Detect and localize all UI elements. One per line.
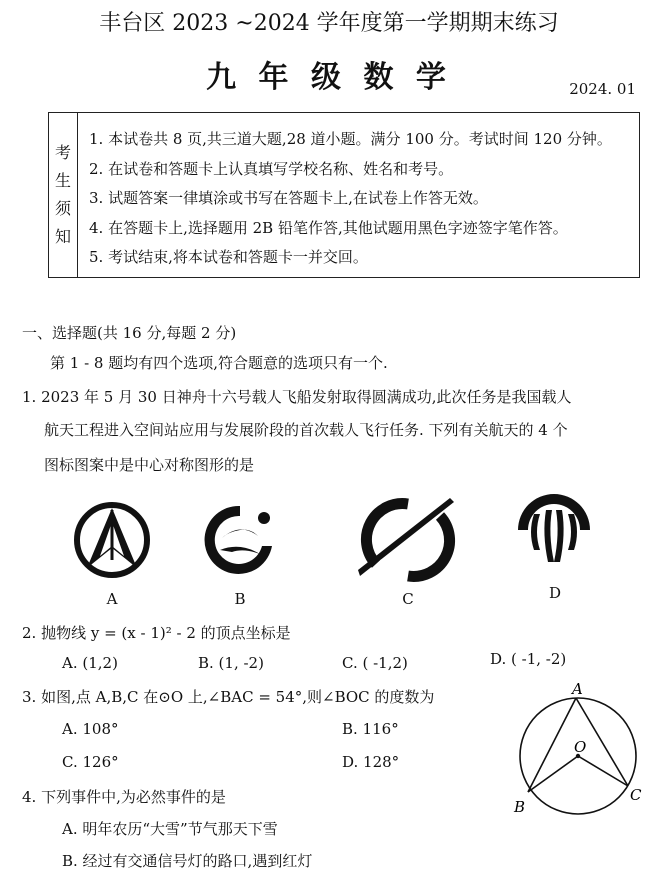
- label-b: B: [514, 798, 526, 816]
- subject-title: 九 年 级 数 学: [206, 60, 452, 95]
- q2-option: C. ( -1,2): [342, 654, 408, 672]
- q3-stem: 3. 如图,点 A,B,C 在⊙O 上,∠BAC = 54°,则∠BOC 的度数为: [22, 688, 435, 706]
- segment-ab: [528, 698, 576, 792]
- q3-option: C. 126°: [62, 753, 119, 771]
- q4-option: A. 明年农历“大雪”节气那天下雪: [62, 820, 278, 838]
- q2-stem: 2. 抛物线 y = (x - 1)² - 2 的顶点坐标是: [22, 624, 291, 642]
- icon-label-b: B: [234, 590, 246, 608]
- section-instruction: 第 1 - 8 题均有四个选项,符合题意的选项只有一个.: [50, 354, 388, 372]
- exam-title: 丰台区 2023 ~2024 学年度第一学期期末练习: [99, 11, 559, 36]
- notice-item: 3. 试题答案一律填涂或书写在答题卡上,在试卷上作答无效。: [89, 189, 488, 207]
- notice-label-char: 知: [54, 227, 71, 246]
- exam-date: 2024. 01: [569, 80, 636, 98]
- section-heading: 一、选择题(共 16 分,每题 2 分): [22, 324, 237, 342]
- q1-line: 1. 2023 年 5 月 30 日神舟十六号载人飞船发射取得圆满成功,此次任务是我国载人: [22, 388, 572, 406]
- q1-line: 航天工程进入空间站应用与发展阶段的首次载人飞行任务. 下列有关航天的 4 个: [44, 421, 568, 439]
- icon-label-d: D: [548, 584, 562, 602]
- label-a: A: [572, 680, 583, 698]
- notice-item: 5. 考试结束,将本试卷和答题卡一并交回。: [89, 248, 368, 266]
- icon-label-c: C: [402, 590, 414, 608]
- q4-option: B. 经过有交通信号灯的路口,遇到红灯: [62, 852, 313, 870]
- notice-label-char: 须: [54, 199, 71, 218]
- notice-label-char: 考: [54, 143, 71, 162]
- q4-stem: 4. 下列事件中,为必然事件的是: [22, 788, 226, 806]
- icon-label-a: A: [106, 590, 118, 608]
- notice-item: 2. 在试卷和答题卡上认真填写学校名称、姓名和考号。: [89, 159, 454, 178]
- q2-option: D. ( -1, -2): [490, 650, 567, 668]
- orbit-slash-icon: [358, 494, 458, 586]
- notice-item: 4. 在答题卡上,选择题用 2B 铅笔作答,其他试题用黑色字迹签字笔作答。: [89, 218, 568, 237]
- swirl-icon: [200, 498, 280, 582]
- notice-list: [89, 125, 612, 273]
- stripes-emblem-icon: [514, 490, 594, 576]
- q2-option: B. (1, -2): [198, 654, 264, 672]
- q3-option: A. 108°: [62, 720, 119, 738]
- segment-ob: [528, 756, 578, 792]
- circle-figure: [512, 680, 652, 820]
- q3-option: B. 116°: [342, 720, 399, 738]
- label-o: O: [574, 738, 587, 756]
- icon-c: [358, 494, 458, 590]
- icon-b: [200, 498, 280, 586]
- notice-label: [49, 113, 78, 277]
- arrow-ring-icon: [72, 498, 152, 582]
- notice-item: 1. 本试卷共 8 页,共三道大题,28 道小题。满分 100 分。考试时间 120 分钟。: [89, 130, 612, 148]
- icon-a: [72, 498, 152, 586]
- notice-box: [48, 112, 640, 278]
- q1-line: 图标图案中是中心对称图形的是: [44, 456, 255, 474]
- notice-label-char: 生: [54, 171, 71, 190]
- label-c: C: [630, 786, 642, 804]
- q2-option: A. (1,2): [62, 654, 118, 672]
- icon-d: [514, 490, 594, 580]
- segment-oc: [578, 756, 628, 786]
- q3-option: D. 128°: [342, 753, 400, 771]
